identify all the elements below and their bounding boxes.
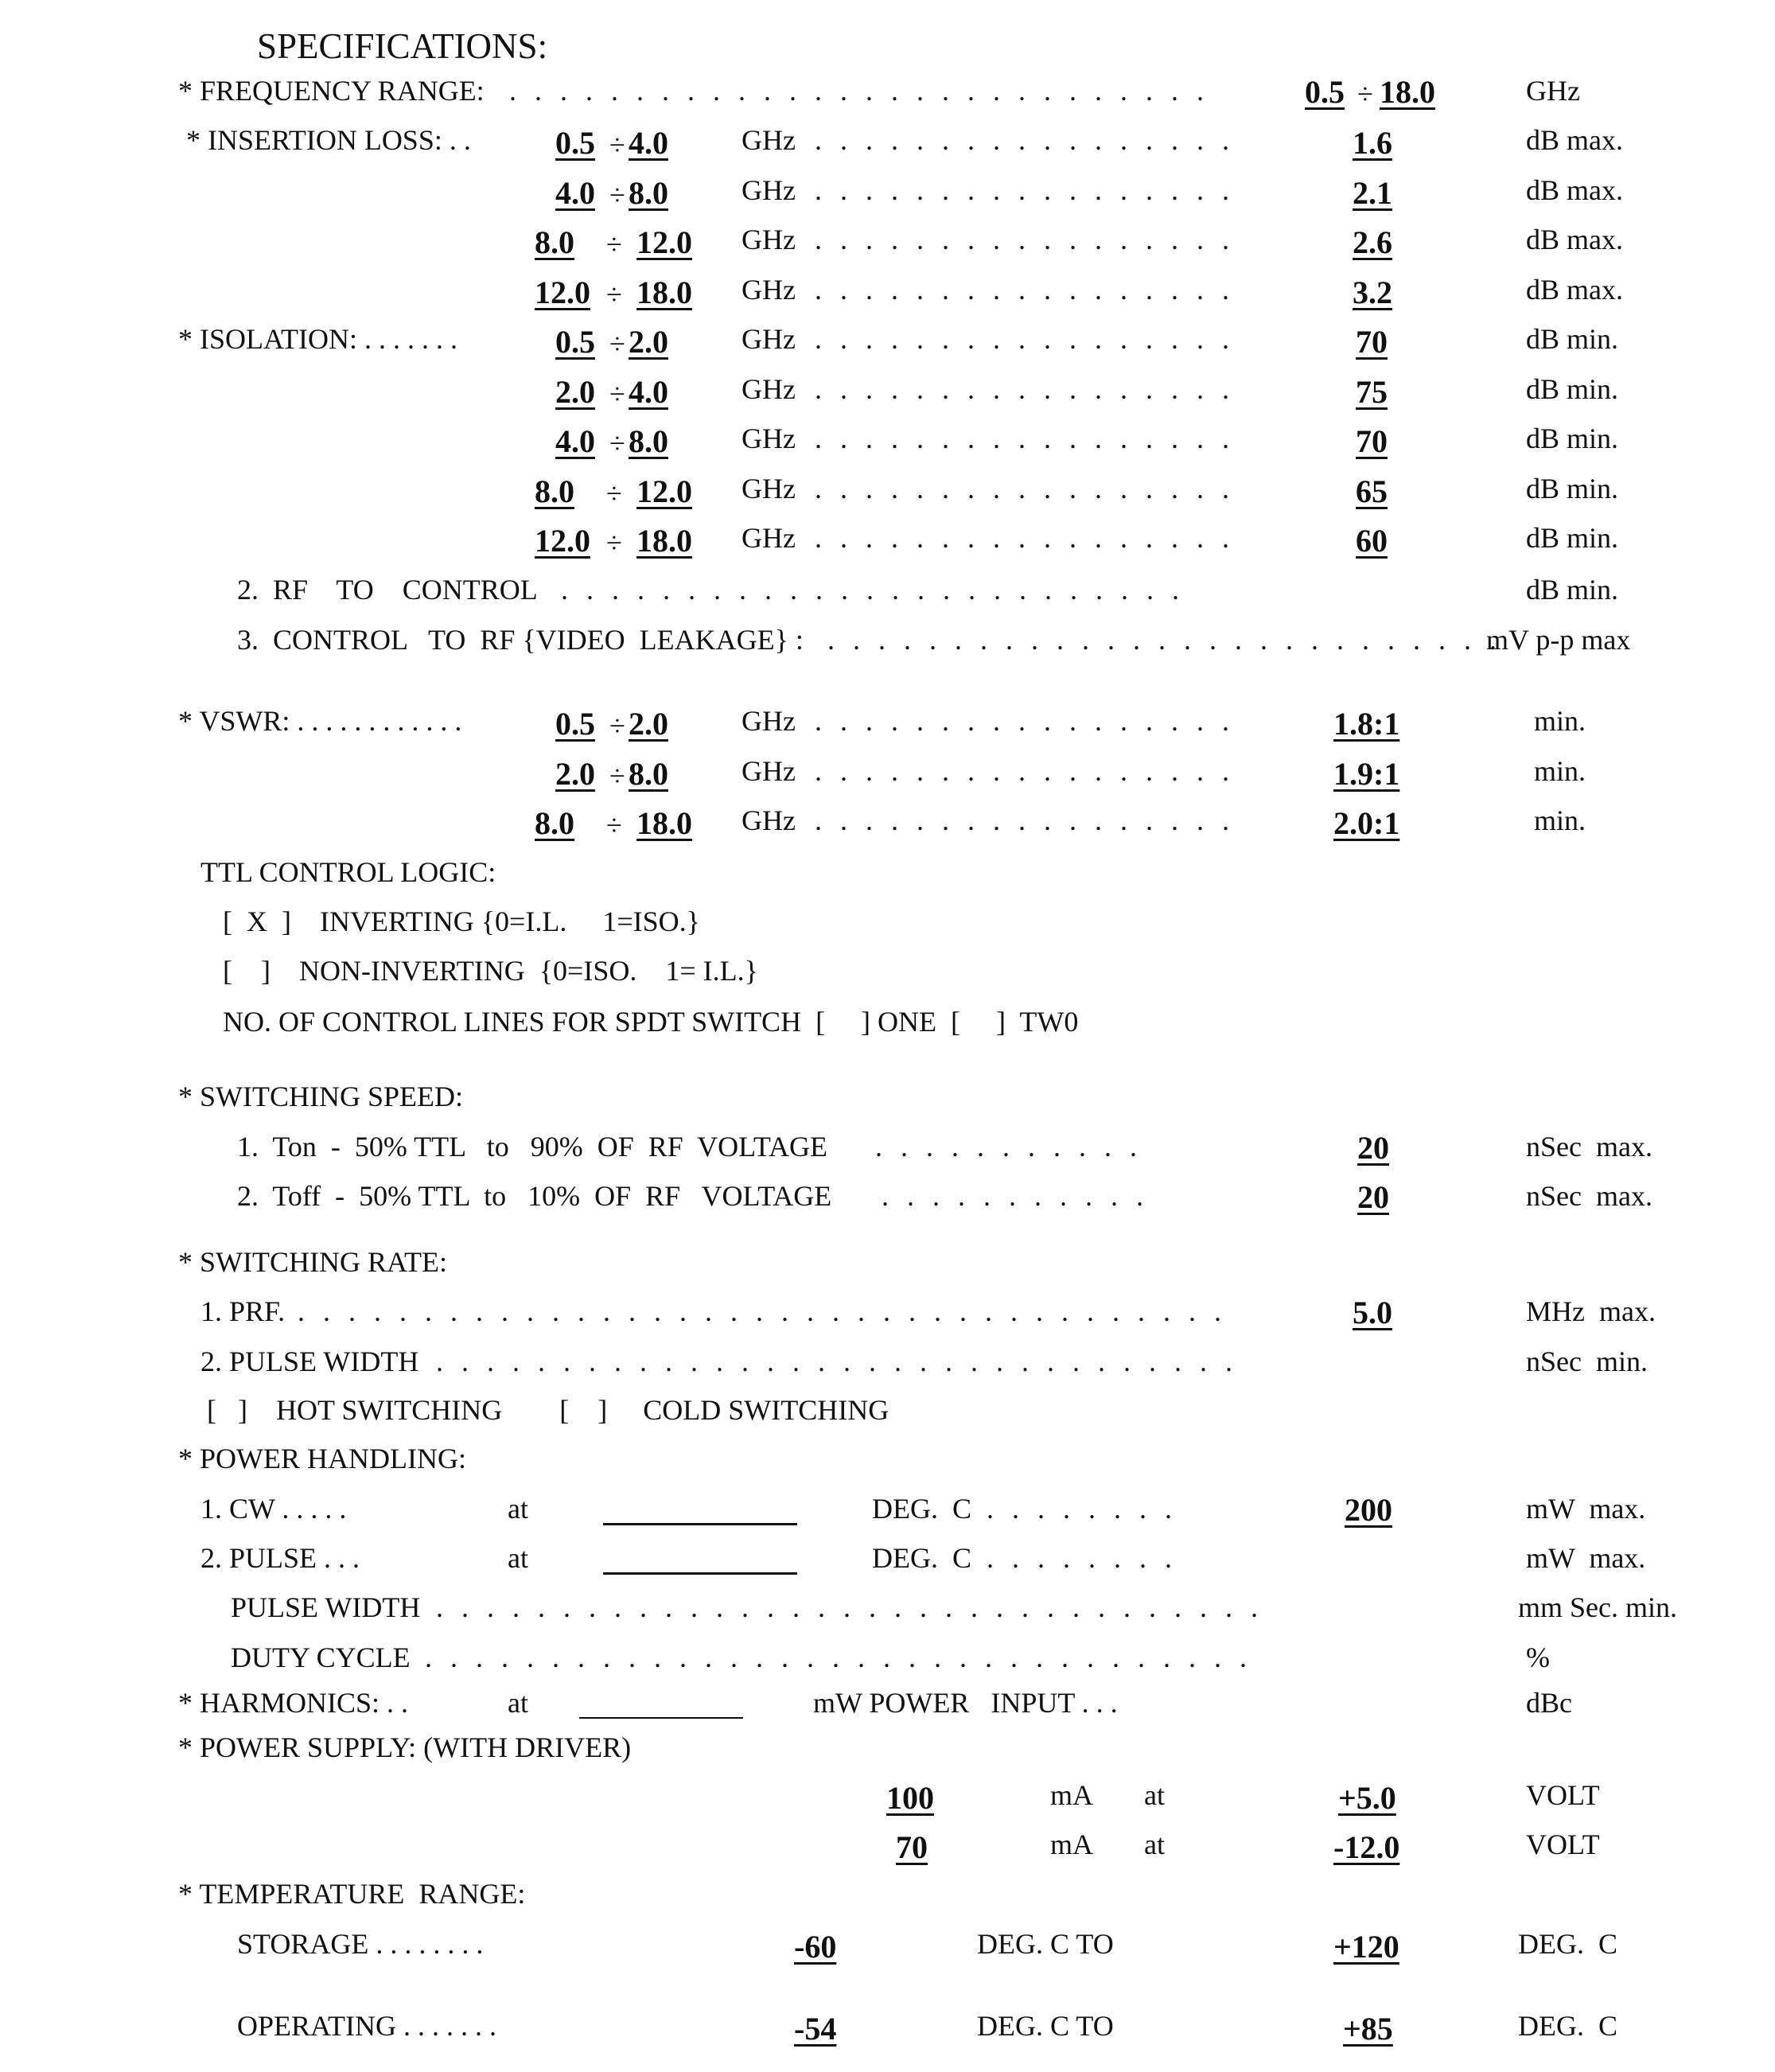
storage-lo: -60 <box>794 1929 837 1965</box>
insertion-loss-row-unit: dB max. <box>1526 224 1623 255</box>
insertion-loss-row-dots: . . . . . . . . . . . . . . . . . <box>815 273 1235 306</box>
duty-cycle-label: DUTY CYCLE <box>231 1642 411 1673</box>
isolation-row-dots: . . . . . . . . . . . . . . . . . <box>815 372 1235 405</box>
vswr-row-value: 1.9:1 <box>1333 755 1400 792</box>
pulse-dots: . . . . . . . . <box>987 1542 1177 1574</box>
ps-unit-1: VOLT <box>1526 1779 1600 1811</box>
frequency-range-dots: . . . . . . . . . . . . . . . . . . . . . . . . . . . . <box>509 75 1209 107</box>
frequency-range-label: * FREQUENCY RANGE: <box>178 75 485 107</box>
sr-pulse-width-dots: . . . . . . . . . . . . . . . . . . . . . . . . . . . . . . . . <box>436 1346 1238 1377</box>
harmonics-label: * HARMONICS: . . <box>178 1687 409 1719</box>
harmonics-input: mW POWER INPUT . . . <box>813 1687 1118 1719</box>
toff-unit: nSec max. <box>1526 1180 1652 1212</box>
toff-dots: . . . . . . . . . . . <box>882 1180 1149 1212</box>
isolation-row-dots: . . . . . . . . . . . . . . . . . <box>815 522 1235 554</box>
cw-at: at <box>508 1493 528 1525</box>
pulse-at: at <box>508 1542 528 1574</box>
power-supply-label: * POWER SUPPLY: (WITH DRIVER) <box>178 1731 632 1763</box>
vswr-row-ghz: GHz <box>742 804 796 836</box>
rf-to-control-dots: . . . . . . . . . . . . . . . . . . . . . . . . . <box>561 574 1185 606</box>
operating-to: DEG. C TO <box>977 2010 1114 2042</box>
vswr-label: * VSWR: . . . . . . . . . . . . <box>178 705 462 737</box>
insertion-loss-row-dots: . . . . . . . . . . . . . . . . . <box>815 124 1235 156</box>
ps-current-2: 70 <box>896 1829 928 1865</box>
vswr-row-sep: ÷ <box>609 759 625 792</box>
insertion-loss-row-value: 3.2 <box>1353 274 1392 310</box>
isolation-row-value: 70 <box>1356 324 1388 360</box>
vswr-row-ghz: GHz <box>742 705 796 737</box>
cw-value: 200 <box>1345 1492 1392 1528</box>
insertion-loss-row-ghz: GHz <box>742 273 796 306</box>
toff-value: 20 <box>1357 1179 1389 1215</box>
harmonics-at: at <box>508 1687 528 1719</box>
duty-cycle-dots: . . . . . . . . . . . . . . . . . . . . . . . . . . . . . . . . . <box>425 1642 1252 1673</box>
ps-ma-2: mA <box>1050 1829 1093 1860</box>
isolation-row-unit: dB min. <box>1526 372 1619 405</box>
operating-lo: -54 <box>794 2011 837 2047</box>
power-handling-label: * POWER HANDLING: <box>178 1443 466 1474</box>
vswr-row-lo: 0.5 <box>555 706 595 742</box>
vswr-row-dots: . . . . . . . . . . . . . . . . . <box>815 754 1235 787</box>
insertion-loss-row-ghz: GHz <box>742 173 796 206</box>
operating-hi: +85 <box>1343 2011 1393 2047</box>
prf-label: 1. PRF. <box>200 1295 286 1327</box>
ps-volt-2: -12.0 <box>1333 1829 1400 1865</box>
isolation-row-sep: ÷ <box>609 328 625 360</box>
insertion-loss-row-unit: dB max. <box>1526 173 1623 206</box>
isolation-row-hi: 12.0 <box>636 473 692 509</box>
insertion-loss-label: * INSERTION LOSS: . . <box>186 124 471 156</box>
ps-at-1: at <box>1144 1779 1165 1811</box>
isolation-row-value: 65 <box>1356 473 1388 509</box>
cw-label: 1. CW . . . . . <box>200 1493 347 1525</box>
sr-pulse-width-label: 2. PULSE WIDTH <box>200 1346 419 1377</box>
storage-hi: +120 <box>1333 1929 1399 1965</box>
isolation-row-value: 75 <box>1356 373 1388 410</box>
isolation-row-lo: 4.0 <box>555 423 595 459</box>
ps-at-2: at <box>1144 1829 1165 1860</box>
toff-label: 2. Toff - 50% TTL to 10% OF RF VOLTAGE <box>237 1180 832 1212</box>
pulse-deg: DEG. C <box>872 1542 971 1574</box>
storage-to: DEG. C TO <box>977 1928 1114 1960</box>
insertion-loss-row-hi: 4.0 <box>629 125 668 161</box>
frequency-range-lo: 0.5 <box>1305 74 1345 110</box>
isolation-row-ghz: GHz <box>742 372 796 405</box>
vswr-row-dots: . . . . . . . . . . . . . . . . . <box>815 705 1235 737</box>
isolation-row-dots: . . . . . . . . . . . . . . . . . <box>815 472 1235 504</box>
vswr-row-hi: 18.0 <box>636 805 692 841</box>
insertion-loss-row-sep: ÷ <box>609 129 625 161</box>
cw-deg: DEG. C <box>872 1493 971 1525</box>
vswr-row-value: 2.0:1 <box>1333 805 1400 841</box>
rf-to-control-label: 2. RF TO CONTROL <box>237 574 538 606</box>
insertion-loss-row-dots: . . . . . . . . . . . . . . . . . <box>815 224 1235 255</box>
insertion-loss-row-value: 1.6 <box>1353 125 1392 161</box>
isolation-row-unit: dB min. <box>1526 423 1619 454</box>
isolation-row-value: 70 <box>1356 423 1388 459</box>
insertion-loss-row-lo: 4.0 <box>555 174 595 211</box>
vswr-row-unit: min. <box>1534 804 1586 836</box>
storage-unit: DEG. C <box>1518 1928 1617 1960</box>
hot-cold-switching: [ ] HOT SWITCHING [ ] COLD SWITCHING <box>207 1394 889 1426</box>
frequency-range-unit: GHz <box>1526 75 1580 107</box>
storage-label: STORAGE . . . . . . . . <box>237 1928 484 1960</box>
isolation-row-ghz: GHz <box>742 323 796 355</box>
insertion-loss-row-dots: . . . . . . . . . . . . . . . . . <box>815 173 1235 206</box>
page-title: SPECIFICATIONS: <box>257 26 548 66</box>
isolation-row-sep: ÷ <box>606 477 622 509</box>
isolation-row-hi: 18.0 <box>636 523 692 559</box>
isolation-row-hi: 8.0 <box>629 423 668 459</box>
ton-dots: . . . . . . . . . . . <box>875 1131 1142 1163</box>
vswr-row-value: 1.8:1 <box>1333 706 1400 742</box>
isolation-row-ghz: GHz <box>742 522 796 554</box>
frequency-range-sep: ÷ <box>1357 78 1373 110</box>
isolation-row-sep: ÷ <box>609 377 625 410</box>
ph-pulse-width-dots: . . . . . . . . . . . . . . . . . . . . . . . . . . . . . . . . . <box>436 1591 1263 1623</box>
vswr-row-dots: . . . . . . . . . . . . . . . . . <box>815 804 1235 836</box>
switching-rate-label: * SWITCHING RATE: <box>178 1246 447 1278</box>
insertion-loss-row-lo: 12.0 <box>535 274 590 310</box>
control-to-rf-dots: . . . . . . . . . . . . . . . . . . . . . . . . . . . <box>827 624 1502 656</box>
insertion-loss-row-sep: ÷ <box>606 228 622 260</box>
vswr-row-sep: ÷ <box>609 710 625 742</box>
isolation-row-sep: ÷ <box>609 427 625 459</box>
pulse-unit: mW max. <box>1526 1542 1646 1574</box>
ttl-label: TTL CONTROL LOGIC: <box>200 856 496 888</box>
temperature-label: * TEMPERATURE RANGE: <box>178 1878 526 1910</box>
ttl-control-lines: NO. OF CONTROL LINES FOR SPDT SWITCH [ ] ONE [ ] TW0 <box>223 1006 1079 1038</box>
isolation-row-hi: 2.0 <box>629 324 668 360</box>
insertion-loss-row-hi: 12.0 <box>636 224 692 260</box>
duty-cycle-unit: % <box>1526 1642 1550 1673</box>
vswr-row-sep: ÷ <box>606 809 622 841</box>
ton-value: 20 <box>1357 1130 1389 1166</box>
ttl-non-inverting: [ ] NON-INVERTING {0=ISO. 1= I.L.} <box>223 955 758 987</box>
isolation-row-dots: . . . . . . . . . . . . . . . . . <box>815 323 1235 355</box>
isolation-row-lo: 8.0 <box>535 473 574 509</box>
insertion-loss-row-ghz: GHz <box>742 224 796 255</box>
ps-volt-1: +5.0 <box>1338 1780 1396 1816</box>
isolation-label: * ISOLATION: . . . . . . . <box>178 323 457 355</box>
sr-pulse-width-unit: nSec min. <box>1526 1346 1648 1377</box>
insertion-loss-row-value: 2.1 <box>1353 174 1392 211</box>
prf-dots: . . . . . . . . . . . . . . . . . . . . . . . . . . . . . . . . . . . . . <box>298 1295 1227 1327</box>
pulse-label: 2. PULSE . . . <box>200 1542 360 1574</box>
frequency-range-hi: 18.0 <box>1380 74 1435 110</box>
switching-speed-label: * SWITCHING SPEED: <box>178 1081 463 1112</box>
control-to-rf-unit: mV p-p max <box>1486 624 1631 656</box>
prf-unit: MHz max. <box>1526 1295 1656 1327</box>
isolation-row-unit: dB min. <box>1526 522 1619 554</box>
isolation-row-unit: dB min. <box>1526 472 1619 504</box>
insertion-loss-row-hi: 8.0 <box>629 174 668 211</box>
isolation-row-dots: . . . . . . . . . . . . . . . . . <box>815 423 1235 454</box>
isolation-row-ghz: GHz <box>742 423 796 454</box>
isolation-row-unit: dB min. <box>1526 323 1619 355</box>
insertion-loss-row-value: 2.6 <box>1353 224 1392 260</box>
isolation-row-hi: 4.0 <box>629 373 668 410</box>
ph-pulse-width-label: PULSE WIDTH <box>231 1591 421 1623</box>
vswr-row-hi: 2.0 <box>629 706 668 742</box>
vswr-row-ghz: GHz <box>742 754 796 787</box>
insertion-loss-row-sep: ÷ <box>609 178 625 211</box>
ph-pulse-width-unit: mm Sec. min. <box>1518 1591 1677 1623</box>
vswr-row-unit: min. <box>1534 754 1586 787</box>
insertion-loss-row-unit: dB max. <box>1526 273 1623 306</box>
insertion-loss-row-lo: 0.5 <box>555 125 595 161</box>
insertion-loss-row-unit: dB max. <box>1526 124 1623 156</box>
ton-label: 1. Ton - 50% TTL to 90% OF RF VOLTAGE <box>237 1131 827 1163</box>
vswr-row-lo: 8.0 <box>535 805 574 841</box>
vswr-row-hi: 8.0 <box>629 755 668 792</box>
insertion-loss-row-hi: 18.0 <box>636 274 692 310</box>
harmonics-unit: dBc <box>1526 1687 1572 1719</box>
ttl-inverting: [ X ] INVERTING {0=I.L. 1=ISO.} <box>223 906 700 937</box>
ps-unit-2: VOLT <box>1526 1829 1600 1860</box>
isolation-row-value: 60 <box>1356 523 1388 559</box>
isolation-row-lo: 0.5 <box>555 324 595 360</box>
isolation-row-ghz: GHz <box>742 472 796 504</box>
ps-ma-1: mA <box>1050 1779 1093 1811</box>
operating-unit: DEG. C <box>1518 2010 1617 2042</box>
isolation-row-lo: 12.0 <box>535 523 590 559</box>
vswr-row-unit: min. <box>1534 705 1586 737</box>
ps-current-1: 100 <box>886 1780 934 1816</box>
harmonics-power-blank <box>579 1717 743 1719</box>
prf-value: 5.0 <box>1353 1295 1392 1330</box>
insertion-loss-row-sep: ÷ <box>606 278 622 310</box>
cw-temp-blank <box>603 1523 797 1525</box>
insertion-loss-row-ghz: GHz <box>742 124 796 156</box>
insertion-loss-row-lo: 8.0 <box>535 224 574 260</box>
ton-unit: nSec max. <box>1526 1131 1652 1163</box>
isolation-row-lo: 2.0 <box>555 373 595 410</box>
control-to-rf-label: 3. CONTROL TO RF {VIDEO LEAKAGE} : <box>237 624 804 656</box>
cw-dots: . . . . . . . . <box>987 1493 1177 1525</box>
vswr-row-lo: 2.0 <box>555 755 595 792</box>
rf-to-control-unit: dB min. <box>1526 574 1619 606</box>
cw-unit: mW max. <box>1526 1493 1646 1525</box>
isolation-row-sep: ÷ <box>606 527 622 559</box>
operating-label: OPERATING . . . . . . . <box>237 2010 497 2042</box>
pulse-temp-blank <box>603 1572 797 1575</box>
